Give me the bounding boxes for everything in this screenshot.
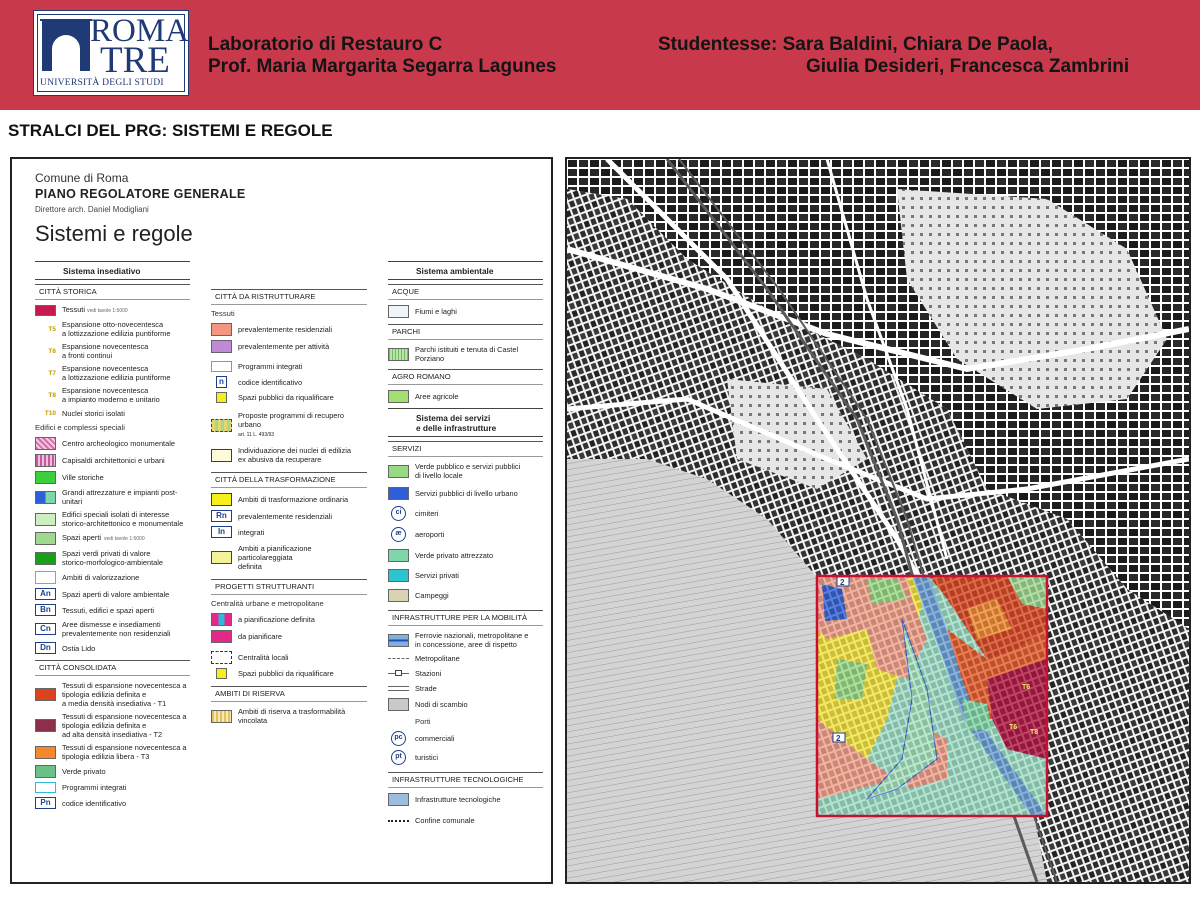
legend-item <box>35 780 190 795</box>
code-box: Bn <box>35 604 56 616</box>
legend-label: Proposte programmi di recupero urbano art. 11 L. 493/93 <box>238 411 344 438</box>
legend-label: Tessuti di espansione novecentesca a tipologia edilizia libera - T3 <box>62 743 187 761</box>
swatch <box>216 392 227 403</box>
swatch <box>35 532 56 545</box>
sub-heading: SERVIZI <box>388 441 543 457</box>
aeroporti-icon: æ <box>391 527 406 542</box>
swatch <box>211 323 232 336</box>
porto-turistico-icon: pt <box>391 750 406 765</box>
legend-item <box>35 318 190 340</box>
legend-item <box>388 813 543 828</box>
legend-label: Espansione otto-novecentesca a lottizzazione edilizia puntiforme <box>62 320 171 338</box>
legend-label: Campeggi <box>415 591 449 600</box>
logo-roma-text: ROMA <box>90 13 190 49</box>
swatch <box>211 651 232 664</box>
legend-label: Grandi attrezzature e impianti post-unitari <box>62 488 178 506</box>
swatch <box>211 361 232 372</box>
legend-label: turistici <box>415 753 438 762</box>
legend-item <box>35 452 190 469</box>
area-building-texture <box>817 576 1047 816</box>
legend-item <box>388 303 543 320</box>
map-t-label: T8 <box>1030 729 1039 736</box>
legend-item <box>388 525 543 544</box>
legend-panel <box>10 157 553 884</box>
legend-label: integrati <box>238 527 265 537</box>
legend-item <box>35 508 190 530</box>
t-code: T7 <box>48 369 56 377</box>
legend-label: Metropolitane <box>415 654 460 663</box>
swatch <box>211 340 232 353</box>
code-box: Cn <box>35 623 56 635</box>
legend-label: Fiumi e laghi <box>415 307 457 316</box>
legend-label: Ambiti di trasformazione ordinaria <box>238 495 349 504</box>
legend-item <box>211 611 367 628</box>
code-box: n <box>216 376 227 388</box>
legend-item <box>35 640 190 656</box>
porto-commerciale-icon: pc <box>391 731 406 746</box>
legend-item <box>211 666 367 681</box>
swatch <box>388 698 409 711</box>
legend-item <box>388 696 543 713</box>
legend-label: Spazi verdi privati di valore storico-morfologico-ambientale <box>62 549 164 567</box>
swatch <box>211 419 232 432</box>
legend-item <box>388 729 543 748</box>
legend-label: prevalentemente residenziali <box>238 325 333 334</box>
legend-label: Servizi pubblici di livello urbano <box>415 489 518 498</box>
legend-item <box>388 460 543 482</box>
legend-title: Sistemi e regole <box>35 221 193 246</box>
legend-label: Strade <box>415 684 437 693</box>
swatch <box>35 471 56 484</box>
prg-map-panel <box>565 157 1191 884</box>
legend-item <box>35 569 190 586</box>
header-banner <box>0 0 1200 110</box>
legend-item <box>35 530 190 547</box>
t-code-list <box>35 318 190 420</box>
legend-item <box>388 504 543 523</box>
swatch <box>388 589 409 602</box>
legend-item <box>211 374 367 390</box>
legend-item <box>35 710 190 741</box>
t-code: T8 <box>48 391 56 399</box>
swatch <box>211 551 232 564</box>
swatch <box>388 305 409 318</box>
legend-item <box>211 705 367 727</box>
sub-heading: CITTÀ DA RISTRUTTURARE <box>211 289 367 305</box>
legend-label: Spazi aperti vedi tavole 1:5000 <box>62 533 145 542</box>
legend-item <box>35 679 190 710</box>
prg-highlight-area[interactable] <box>817 576 1047 816</box>
legend-item <box>211 542 367 573</box>
course-title: Laboratorio di Restauro C <box>208 34 443 55</box>
professor-name: Prof. Maria Margarita Segarra Lagunes <box>208 56 557 77</box>
legend-item <box>211 628 367 645</box>
map-code-label: 2 <box>836 734 841 743</box>
swatch <box>388 348 409 361</box>
code-box: Dn <box>35 642 56 654</box>
code-box: Pn <box>35 797 56 809</box>
map-t-label: T6 <box>1022 684 1031 691</box>
legend-label: prevalentemente per attività <box>238 342 330 351</box>
legend-label: Individuazione dei nuclei di edilizia ex abusiva da recuperare <box>238 446 351 464</box>
legend-label: Edifici speciali isolati di interesse storico-architettonico e monumentale <box>62 510 184 528</box>
legend-column-ristrutturare <box>211 285 367 727</box>
map-t-label: T6 <box>1009 724 1018 731</box>
legend-item <box>388 666 543 681</box>
legend-item <box>388 343 543 365</box>
t-code: T6 <box>48 347 56 355</box>
legend-item <box>211 359 367 374</box>
swatch <box>211 710 232 723</box>
boundary-icon <box>388 815 409 826</box>
cimiteri-icon: ci <box>391 506 406 521</box>
legend-comune: Comune di Roma <box>35 171 129 185</box>
legend-item <box>211 444 367 466</box>
legend-item <box>35 406 190 420</box>
legend-label: codice identificativo <box>62 798 127 808</box>
sub-heading: INFRASTRUTTURE TECNOLOGICHE <box>388 772 543 788</box>
students-line-2: Giulia Desideri, Francesca Zambrini <box>806 56 1130 77</box>
legend-direttore: Direttore arch. Daniel Modigliani <box>35 205 149 214</box>
legend-label: Tessuti di espansione novecentesca a tipologia edilizia definita e ad alta densità insediativa - T2 <box>62 712 187 739</box>
legend-label: Capisaldi architettonici e urbani <box>62 456 165 465</box>
legend-label: Espansione novecentesca a lottizzazione edilizia puntiforme <box>62 364 171 382</box>
legend-label: da pianificare <box>238 632 282 641</box>
legend-label: Confine comunale <box>415 816 475 825</box>
logo-tre-text: TRE <box>100 40 170 81</box>
legend-note: Edifici e complessi speciali <box>35 423 125 432</box>
legend-item <box>388 567 543 584</box>
legend-label: Spazi aperti di valore ambientale <box>62 589 170 599</box>
legend-item <box>388 748 543 767</box>
code-box: In <box>211 526 232 538</box>
code-box: An <box>35 588 56 600</box>
legend-label: Nuclei storici isolati <box>62 408 125 418</box>
legend-note: Tessuti <box>211 309 235 318</box>
swatch <box>35 305 56 316</box>
swatch <box>388 487 409 500</box>
legend-item <box>35 547 190 569</box>
legend-label: prevalentemente residenziali <box>238 511 333 521</box>
legend-label: aeroporti <box>415 530 445 539</box>
swatch <box>211 449 232 462</box>
legend-label: Spazi pubblici da riqualificare <box>238 669 334 678</box>
legend-item <box>388 587 543 604</box>
legend-label: Ambiti di riserva a trasformabilità vincolata <box>238 707 346 725</box>
swatch <box>388 569 409 582</box>
swatch <box>35 491 56 504</box>
legend-item <box>35 435 190 452</box>
legend-label: Nodi di scambio <box>415 700 468 709</box>
legend-item <box>211 390 367 405</box>
legend-item <box>388 547 543 564</box>
legend-item <box>35 486 190 508</box>
swatch <box>211 613 232 626</box>
legend-label: Verde pubblico e servizi pubblici di livello locale <box>415 462 521 480</box>
code-list <box>35 586 190 656</box>
swatch <box>35 765 56 778</box>
legend-item <box>35 384 190 406</box>
swatch <box>35 571 56 584</box>
legend-item <box>211 491 367 508</box>
swatch <box>35 437 56 450</box>
system-heading: Sistema insediativo <box>35 261 190 280</box>
metro-line-icon <box>388 653 409 664</box>
legend-item <box>35 741 190 763</box>
legend-label: Aree dismesse e insediamenti prevalentemente non residenziali <box>62 620 171 638</box>
page-title: STRALCI DEL PRG: SISTEMI E REGOLE <box>8 121 333 140</box>
sub-heading: CITTÀ STORICA <box>35 284 190 300</box>
students-line-1: Studentesse: Sara Baldini, Chiara De Paola, <box>658 34 1053 55</box>
sub-heading: CITTÀ CONSOLIDATA <box>35 660 190 676</box>
legend-piano: PIANO REGOLATORE GENERALE <box>35 187 246 201</box>
swatch <box>35 746 56 759</box>
legend-label: Ambiti a pianificazione particolareggiata definita <box>238 544 312 571</box>
sub-heading: INFRASTRUTTURE PER LA MOBILITÀ <box>388 610 543 626</box>
system-heading: Sistema dei servizi e delle infrastrutture <box>388 408 543 437</box>
legend-item <box>35 795 190 811</box>
swatch <box>35 719 56 732</box>
legend-label: Tessuti, edifici e spazi aperti <box>62 605 155 615</box>
university-logo[interactable] <box>33 10 189 96</box>
swatch <box>35 552 56 565</box>
station-icon <box>388 668 409 679</box>
legend-label: Tessuti di espansione novecentesca a tipologia edilizia definita e a media densità insediativa - T1 <box>62 681 187 708</box>
sub-heading: PARCHI <box>388 324 543 340</box>
legend-item <box>211 321 367 338</box>
t-code: T5 <box>48 325 56 333</box>
swatch <box>211 630 232 643</box>
legend-item <box>211 338 367 355</box>
swatch <box>35 513 56 526</box>
legend-item <box>35 340 190 362</box>
prg-map[interactable] <box>567 159 1189 882</box>
legend-label: Espansione novecentesca a fronti continui <box>62 342 149 360</box>
swatch <box>216 668 227 679</box>
legend-item <box>211 524 367 540</box>
legend-label: Servizi privati <box>415 571 459 580</box>
legend-item <box>211 508 367 524</box>
legend-label: Verde privato <box>62 767 106 776</box>
legend-item <box>388 681 543 696</box>
swatch <box>388 634 409 647</box>
swatch <box>388 465 409 478</box>
system-heading: Sistema ambientale <box>388 261 543 280</box>
swatch <box>35 454 56 467</box>
legend-label: Spazi pubblici da riqualificare <box>238 393 334 402</box>
swatch <box>388 793 409 806</box>
sub-heading: CITTÀ DELLA TRASFORMAZIONE <box>211 472 367 488</box>
legend-label: Tessuti vedi tavole 1:5000 <box>62 305 128 314</box>
legend-column-insediativo <box>35 261 190 811</box>
legend-label: Programmi integrati <box>62 783 127 792</box>
legend-label: Ville storiche <box>62 473 104 482</box>
legend-label: Verde privato attrezzato <box>415 551 494 560</box>
legend-item <box>388 629 543 651</box>
legend-note: Porti <box>415 717 431 726</box>
legend-label: Centro archeologico monumentale <box>62 439 175 448</box>
legend-label: a pianificazione definita <box>238 615 315 624</box>
legend-label: commerciali <box>415 734 455 743</box>
sub-heading: AGRO ROMANO <box>388 369 543 385</box>
logo-univ-text: UNIVERSITÀ DEGLI STUDI <box>40 77 164 88</box>
legend-item <box>35 362 190 384</box>
legend-item <box>35 763 190 780</box>
swatch <box>35 782 56 793</box>
sub-heading: AMBITI DI RISERVA <box>211 686 367 702</box>
map-code-label: 2 <box>840 578 845 587</box>
legend-column-ambientale <box>388 261 543 828</box>
consolidata-list <box>35 679 190 780</box>
legend-item <box>388 791 543 808</box>
swatch <box>35 688 56 701</box>
sub-heading: ACQUE <box>388 284 543 300</box>
legend-label: cimiteri <box>415 509 439 518</box>
legend-item <box>35 303 190 318</box>
legend-item <box>388 485 543 502</box>
legend-item <box>388 388 543 405</box>
legend-item <box>35 602 190 618</box>
sub-heading: PROGETTI STRUTTURANTI <box>211 579 367 595</box>
swatch <box>388 390 409 403</box>
swatch <box>388 549 409 562</box>
legend-item <box>35 469 190 486</box>
legend-item <box>388 651 543 666</box>
legend-label: Ferrovie nazionali, metropolitane e in concessione, aree di rispetto <box>415 631 529 649</box>
legend-label: Aree agricole <box>415 392 459 401</box>
legend-note: Centralità urbane e metropolitane <box>211 599 324 608</box>
legend-item <box>35 586 190 602</box>
legend-label: Stazioni <box>415 669 442 678</box>
code-box: Rn <box>211 510 232 522</box>
legend-label: Ambiti di valorizzazione <box>62 573 140 582</box>
legend-label: Espansione novecentesca a impianto moderno e unitario <box>62 386 160 404</box>
arch-emblem-icon <box>40 19 92 75</box>
swatch <box>211 493 232 506</box>
legend-item <box>211 649 367 666</box>
legend-item <box>35 618 190 640</box>
legend-label: Ostia Lido <box>62 643 96 653</box>
legend-label: Infrastrutture tecnologiche <box>415 795 501 804</box>
legend-label: Parchi istituiti e tenuta di Castel Porziano <box>415 345 519 363</box>
legend-item <box>211 409 367 442</box>
t-code: T10 <box>44 409 56 417</box>
road-icon <box>388 683 409 694</box>
legend-label: codice identificativo <box>238 377 303 387</box>
legend-label: Centralità locali <box>238 653 289 662</box>
legend-label: Programmi integrati <box>238 362 303 371</box>
edifici-list <box>35 435 190 586</box>
